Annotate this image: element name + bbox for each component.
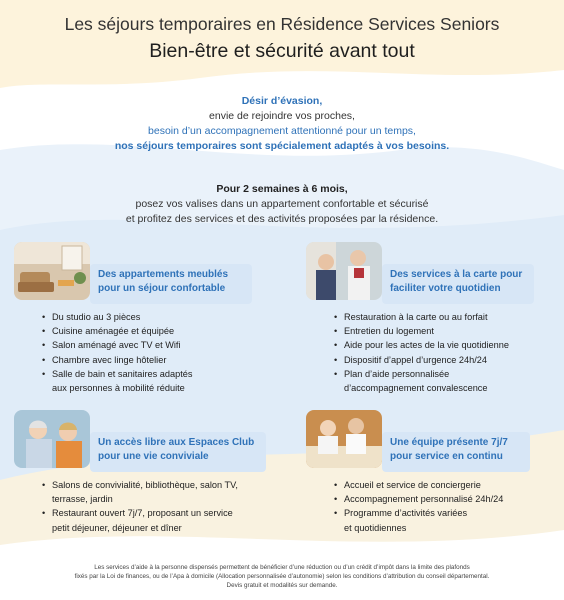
section-title: Des appartements meublés bbox=[98, 269, 229, 280]
footer-note bbox=[0, 563, 564, 590]
apartments-list bbox=[42, 310, 262, 395]
section-title: pour service en continu bbox=[390, 450, 503, 462]
list-item: • Salle de bain et sanitaires adaptés aux personnes à mobilité réduite bbox=[42, 367, 262, 395]
page-title: Les séjours temporaires en Résidence Services Seniors bbox=[64, 14, 500, 34]
footer-line: fixés par la Loi de finances, ou de l’Apa à domicile (Allocation personnalisée d’autonomie) selon les conditions d’attribution du conseil départemental. bbox=[74, 573, 490, 580]
list-item: • Accueil et service de conciergerie bbox=[334, 478, 559, 492]
seniors-club-photo bbox=[14, 410, 90, 468]
section-apartments-header bbox=[90, 264, 252, 304]
club-list bbox=[42, 478, 282, 535]
services-list bbox=[334, 310, 559, 395]
section-title: Une équipe présente 7j/7 bbox=[390, 437, 508, 448]
intro-line-3: besoin d’un accompagnement attentionné pour un temps, bbox=[148, 125, 416, 137]
list-item: • Restauration à la carte ou au forfait bbox=[334, 310, 559, 324]
footer-line: Devis gratuit et modalités sur demande. bbox=[226, 582, 338, 589]
footer-line: Les services d’aide à la personne dispensés permettent de bénéficier d’une réduction ou d’un crédit d’impôt dans la limite des plafonds bbox=[94, 564, 470, 571]
page-subtitle: Bien-être et sécurité avant tout bbox=[149, 40, 415, 62]
team-list bbox=[334, 478, 559, 535]
section-title: pour un séjour confortable bbox=[98, 282, 226, 294]
list-item: • Aide pour les actes de la vie quotidienne bbox=[334, 338, 559, 352]
list-item: • Salon aménagé avec TV et Wifi bbox=[42, 338, 262, 352]
care-staff-photo bbox=[306, 242, 382, 300]
section-club-header bbox=[90, 432, 266, 472]
section-team-header bbox=[382, 432, 530, 472]
intro-text bbox=[0, 94, 564, 154]
list-item: • Chambre avec linge hôtelier bbox=[42, 353, 262, 367]
duration-line-3: et profitez des services et des activités proposées par la résidence. bbox=[125, 213, 439, 225]
section-title: faciliter votre quotidien bbox=[390, 282, 501, 294]
section-title: pour une vie conviviale bbox=[98, 450, 209, 462]
duration-line-1: Pour 2 semaines à 6 mois, bbox=[216, 183, 348, 195]
list-item: • Programme d’activités variées et quotidiennes bbox=[334, 506, 559, 534]
living-room-photo bbox=[14, 242, 90, 300]
list-item: • Salons de convivialité, bibliothèque, salon TV, terrasse, jardin bbox=[42, 478, 282, 506]
section-title: Des services à la carte pour bbox=[390, 269, 523, 280]
intro-line-4: nos séjours temporaires sont spécialement adaptés à vos besoins. bbox=[114, 140, 450, 152]
duration-text bbox=[0, 182, 564, 227]
duration-line-2: posez vos valises dans un appartement confortable et sécurisé bbox=[135, 198, 429, 210]
list-item: • Accompagnement personnalisé 24h/24 bbox=[334, 492, 559, 506]
section-title: Un accès libre aux Espaces Club bbox=[98, 437, 255, 448]
list-item: • Cuisine aménagée et équipée bbox=[42, 324, 262, 338]
list-item: • Du studio au 3 pièces bbox=[42, 310, 262, 324]
intro-line-2: envie de rejoindre vos proches, bbox=[209, 110, 355, 122]
list-item: • Restaurant ouvert 7j/7, proposant un service petit déjeuner, déjeuner et dîner bbox=[42, 506, 282, 534]
intro-line-1: Désir d’évasion, bbox=[241, 95, 323, 107]
list-item: • Dispositif d’appel d’urgence 24h/24 bbox=[334, 353, 559, 367]
list-item: • Entretien du logement bbox=[334, 324, 559, 338]
reception-team-photo bbox=[306, 410, 382, 468]
list-item: • Plan d’aide personnalisée d’accompagnement convalescence bbox=[334, 367, 559, 395]
section-services-header bbox=[382, 264, 534, 304]
